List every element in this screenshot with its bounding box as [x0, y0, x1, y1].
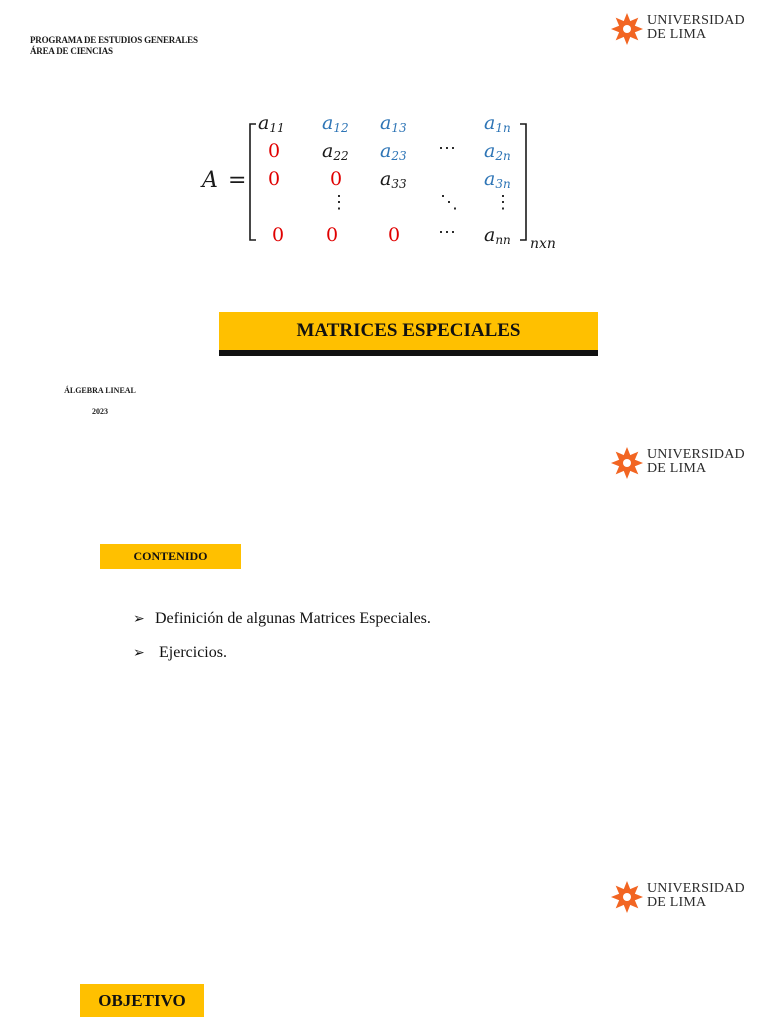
star-logo-icon — [610, 12, 644, 46]
content-list — [133, 602, 431, 670]
entry-zero: 0 — [330, 168, 343, 190]
slide-content — [0, 432, 768, 864]
vertical-dots-icon: ⋮ — [330, 192, 348, 213]
entry-zero: 0 — [268, 140, 281, 162]
matrix-name: A — [202, 168, 218, 193]
course-footer — [60, 380, 140, 422]
course-name: ÁLGEBRA LINEAL — [64, 386, 136, 395]
entry-a1n: $a_{1n}$ — [484, 112, 511, 135]
right-bracket-icon — [518, 122, 528, 242]
objetivo-label: OBJETIVO — [80, 984, 204, 1017]
vertical-dots-icon: ⋮ — [494, 192, 512, 213]
course-year: 2023 — [92, 407, 108, 416]
logo-line2: DE LIMA — [647, 461, 707, 476]
area-name: ÁREA DE CIENCIAS — [30, 46, 113, 56]
list-item-text: Ejercicios. — [159, 644, 227, 661]
upper-triangular-matrix — [200, 108, 580, 258]
program-name: PROGRAMA DE ESTUDIOS GENERALES — [30, 35, 198, 45]
entry-a23: $a_{23}$ — [380, 140, 407, 163]
university-logo — [610, 446, 750, 480]
logo-line1: UNIVERSIDAD — [647, 447, 745, 462]
entry-a22: $a_{22}$ — [322, 140, 349, 163]
left-bracket-icon — [248, 122, 258, 242]
entry-a12: $a_{12}$ — [322, 112, 349, 135]
horizontal-dots-icon: ⋯ — [438, 138, 456, 159]
entry-a13: $a_{13}$ — [380, 112, 407, 135]
slide-title — [0, 0, 768, 432]
star-logo-icon — [610, 446, 644, 480]
entry-zero: 0 — [268, 168, 281, 190]
list-item-text: Definición de algunas Matrices Especiales. — [155, 610, 431, 627]
university-logo — [610, 12, 750, 46]
slide-title-banner: MATRICES ESPECIALES — [219, 312, 598, 350]
slide-objective — [0, 864, 768, 1024]
matrix-size-label: nxn — [530, 236, 556, 252]
university-logo — [610, 880, 750, 914]
entry-a11: $a_{11}$ — [258, 112, 285, 135]
logo-line2: DE LIMA — [647, 895, 707, 910]
list-item — [133, 602, 431, 636]
equals-sign: = — [228, 168, 247, 193]
contenido-label: CONTENIDO — [100, 544, 241, 569]
arrow-right-icon: ➢ — [133, 645, 145, 661]
program-header — [30, 35, 198, 57]
logo-line1: UNIVERSIDAD — [647, 13, 745, 28]
star-logo-icon — [610, 880, 644, 914]
entry-zero: 0 — [326, 224, 339, 246]
horizontal-dots-icon: ⋯ — [438, 222, 456, 243]
entry-zero: 0 — [272, 224, 285, 246]
entry-zero: 0 — [388, 224, 401, 246]
entry-a3n: $a_{3n}$ — [484, 168, 511, 191]
logo-line2: DE LIMA — [647, 27, 707, 42]
entry-ann: $a_{nn}$ — [484, 224, 511, 247]
arrow-right-icon: ➢ — [133, 611, 145, 627]
entry-a33: $a_{33}$ — [380, 168, 407, 191]
diagonal-dots-icon: ⋱ — [440, 192, 458, 213]
list-item — [133, 636, 431, 670]
logo-line1: UNIVERSIDAD — [647, 881, 745, 896]
title-underline — [219, 350, 598, 356]
entry-a2n: $a_{2n}$ — [484, 140, 511, 163]
